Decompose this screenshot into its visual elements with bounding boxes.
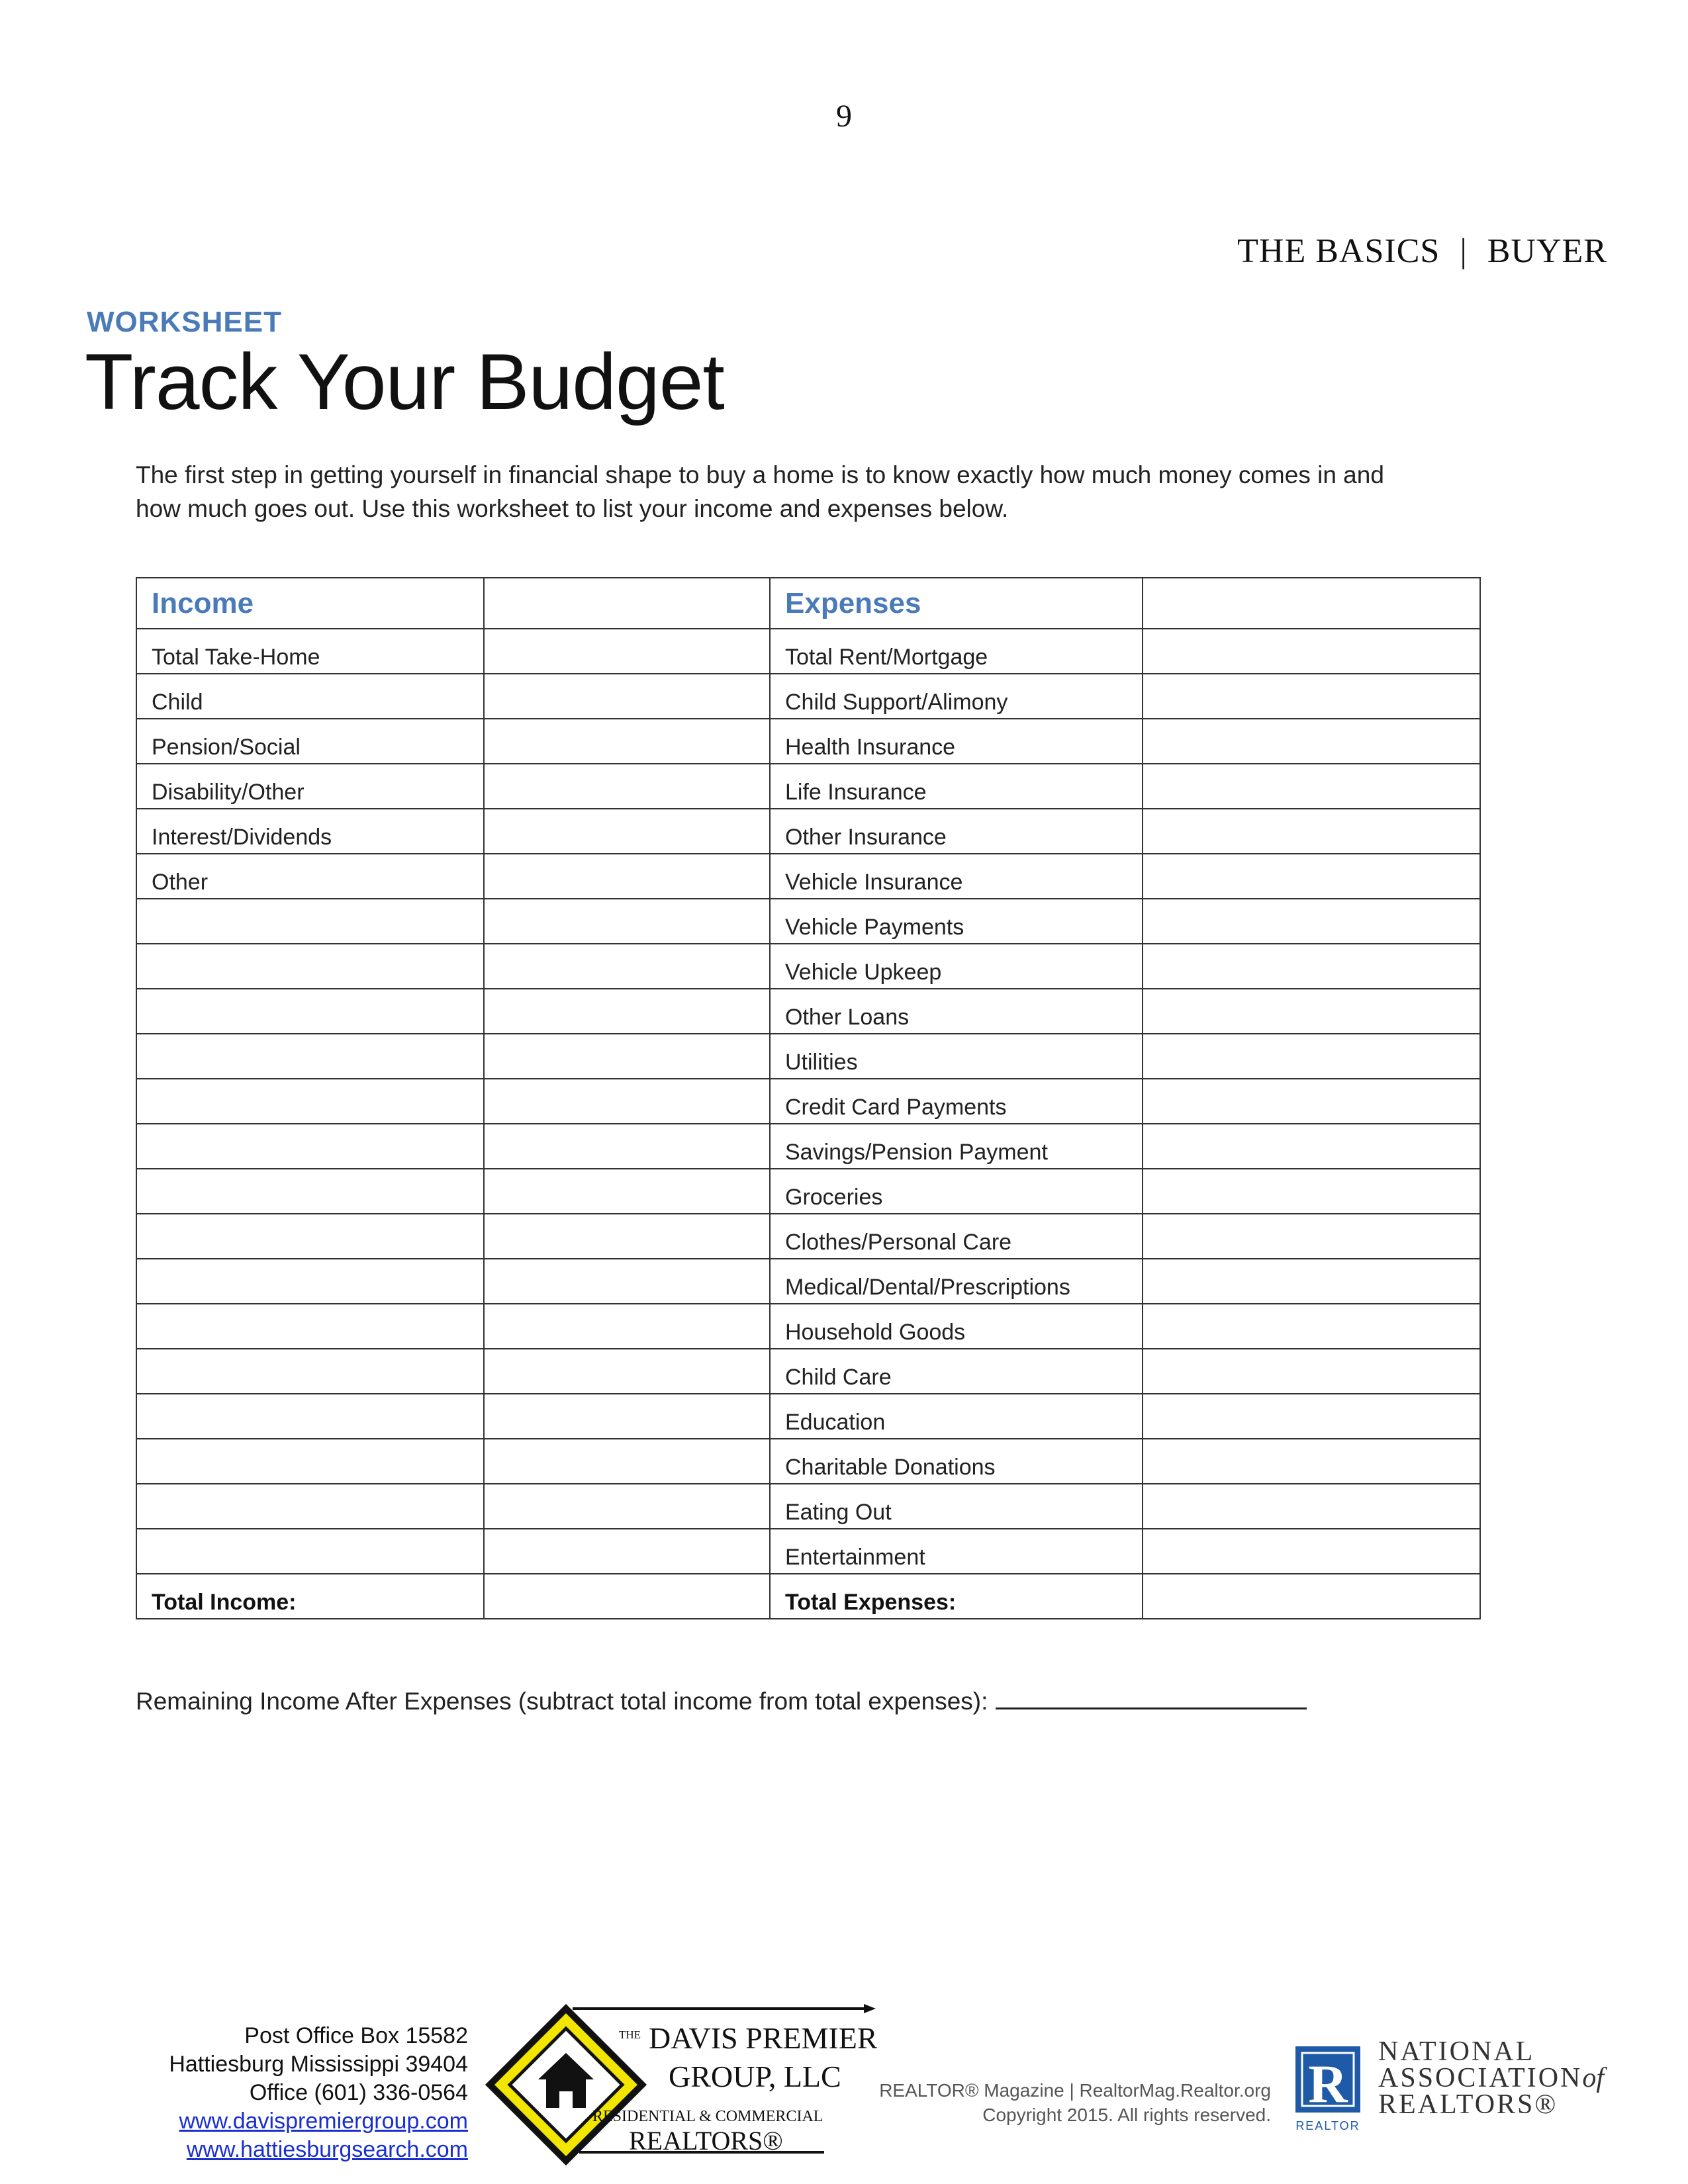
expense-amount-cell[interactable]	[1143, 1259, 1480, 1304]
logo-realtors: REALTORS®	[629, 2126, 783, 2156]
income-amount-cell[interactable]	[484, 899, 770, 944]
credit-line: REALTOR® Magazine | RealtorMag.Realtor.org	[879, 2080, 1271, 2101]
logo-the: THE	[619, 2028, 641, 2041]
expense-label-cell: Child Support/Alimony	[770, 674, 1143, 719]
income-label-cell[interactable]	[136, 1214, 484, 1259]
expense-amount-cell[interactable]	[1143, 674, 1480, 719]
income-amount-cell[interactable]	[484, 1439, 770, 1484]
table-row	[136, 1484, 1480, 1529]
table-row	[136, 629, 1480, 674]
section-label: THE BASICS	[1237, 232, 1440, 270]
expense-label-cell: Credit Card Payments	[770, 1079, 1143, 1124]
income-label-cell[interactable]	[136, 1484, 484, 1529]
table-row	[136, 764, 1480, 809]
income-amount-cell[interactable]	[484, 1079, 770, 1124]
expense-label-cell: Total Rent/Mortgage	[770, 629, 1143, 674]
expense-label-cell: Utilities	[770, 1034, 1143, 1079]
audience-label: BUYER	[1487, 232, 1607, 270]
intro-line: how much goes out. Use this worksheet to list your income and expenses below.	[136, 495, 1009, 522]
expense-label-cell: Charitable Donations	[770, 1439, 1143, 1484]
income-amount-cell[interactable]	[484, 1394, 770, 1439]
income-amount-cell[interactable]	[484, 1034, 770, 1079]
nar-mark-caption: REALTOR	[1295, 2119, 1360, 2132]
page-title: Track Your Budget	[85, 338, 724, 426]
income-amount-cell[interactable]	[484, 854, 770, 899]
expense-amount-cell[interactable]	[1143, 1349, 1480, 1394]
table-row	[136, 1304, 1480, 1349]
income-amount-cell[interactable]	[484, 764, 770, 809]
expense-label-cell: Household Goods	[770, 1304, 1143, 1349]
logo-name-line2: GROUP, LLC	[669, 2060, 841, 2093]
expense-amount-cell[interactable]	[1143, 1124, 1480, 1169]
income-label-cell[interactable]	[136, 1304, 484, 1349]
expense-label-cell: Vehicle Payments	[770, 899, 1143, 944]
income-label-cell: Interest/Dividends	[136, 809, 484, 854]
realtor-r-logo	[1294, 2045, 1362, 2134]
income-label-cell[interactable]	[136, 989, 484, 1034]
table-row	[136, 1124, 1480, 1169]
table-row	[136, 1034, 1480, 1079]
table-row	[136, 1079, 1480, 1124]
remaining-income-blank[interactable]	[996, 1688, 1307, 1709]
nar-line: NATIONAL	[1378, 2036, 1535, 2067]
expense-amount-cell[interactable]	[1143, 764, 1480, 809]
income-amount-cell[interactable]	[484, 944, 770, 989]
table-row	[136, 989, 1480, 1034]
income-amount-cell[interactable]	[484, 629, 770, 674]
page-number: 9	[836, 99, 852, 134]
income-amount-cell[interactable]	[484, 1304, 770, 1349]
income-label-cell: Disability/Other	[136, 764, 484, 809]
income-amount-cell[interactable]	[484, 1349, 770, 1394]
expense-label-cell: Entertainment	[770, 1529, 1143, 1574]
logo-name-line1: DAVIS PREMIER	[649, 2021, 877, 2055]
nar-r-letter: R	[1308, 2054, 1348, 2114]
table-row	[136, 1529, 1480, 1574]
website-link[interactable]: www.hattiesburgsearch.com	[186, 2137, 468, 2162]
table-row	[136, 899, 1480, 944]
income-label-cell[interactable]	[136, 1169, 484, 1214]
office-phone: Office (601) 336-0564	[249, 2080, 468, 2105]
income-label-cell[interactable]	[136, 1529, 484, 1574]
income-header: Income	[136, 578, 484, 629]
expense-amount-cell[interactable]	[1143, 1034, 1480, 1079]
budget-table	[136, 577, 1481, 1619]
table-row	[136, 944, 1480, 989]
expense-amount-cell[interactable]	[1143, 1169, 1480, 1214]
income-label-cell[interactable]	[136, 1124, 484, 1169]
expense-label-cell: Groceries	[770, 1169, 1143, 1214]
income-label-cell[interactable]	[136, 1394, 484, 1439]
income-amount-cell[interactable]	[484, 1529, 770, 1574]
credit-line: Copyright 2015. All rights reserved.	[982, 2105, 1271, 2125]
table-row	[136, 1214, 1480, 1259]
expense-label-cell: Vehicle Insurance	[770, 854, 1143, 899]
expense-label-cell: Health Insurance	[770, 719, 1143, 764]
davis-premier-logo	[480, 1999, 877, 2177]
total-expenses-label: Total Expenses:	[770, 1574, 1143, 1619]
table-row	[136, 1259, 1480, 1304]
remaining-income-label: Remaining Income After Expenses (subtract total income from total expenses):	[136, 1688, 988, 1715]
expense-label-cell: Life Insurance	[770, 764, 1143, 809]
expense-label-cell: Eating Out	[770, 1484, 1143, 1529]
income-label-cell: Other	[136, 854, 484, 899]
income-label-cell: Pension/Social	[136, 719, 484, 764]
nar-wordmark	[1378, 2038, 1604, 2118]
expense-label-cell: Vehicle Upkeep	[770, 944, 1143, 989]
expense-amount-cell[interactable]	[1143, 1079, 1480, 1124]
total-income-amount[interactable]	[484, 1574, 770, 1619]
income-amount-cell[interactable]	[484, 1169, 770, 1214]
expense-amount-header-cell[interactable]	[1143, 578, 1480, 629]
income-label-cell[interactable]	[136, 1259, 484, 1304]
table-header-row	[136, 578, 1480, 629]
expense-amount-cell[interactable]	[1143, 854, 1480, 899]
expense-label-cell: Other Insurance	[770, 809, 1143, 854]
remaining-income-line	[136, 1688, 1307, 1715]
section-header	[1237, 232, 1607, 271]
table-row	[136, 809, 1480, 854]
income-label-cell[interactable]	[136, 1439, 484, 1484]
income-amount-cell[interactable]	[484, 989, 770, 1034]
table-row	[136, 719, 1480, 764]
income-label-cell[interactable]	[136, 899, 484, 944]
address-line: Hattiesburg Mississippi 39404	[169, 2052, 468, 2077]
expense-amount-cell[interactable]	[1143, 809, 1480, 854]
income-amount-cell[interactable]	[484, 809, 770, 854]
income-label-cell: Total Take-Home	[136, 629, 484, 674]
header-separator: |	[1460, 232, 1468, 270]
nar-line: REALTORS®	[1378, 2089, 1558, 2120]
logo-tagline: RESIDENTIAL & COMMERCIAL	[592, 2108, 823, 2125]
income-amount-cell[interactable]	[484, 1259, 770, 1304]
expense-amount-cell[interactable]	[1143, 719, 1480, 764]
total-expenses-amount[interactable]	[1143, 1574, 1480, 1619]
expense-amount-cell[interactable]	[1143, 629, 1480, 674]
expense-amount-cell[interactable]	[1143, 899, 1480, 944]
expense-amount-cell[interactable]	[1143, 1214, 1480, 1259]
total-income-label: Total Income:	[136, 1574, 484, 1619]
table-row	[136, 1394, 1480, 1439]
expense-amount-cell[interactable]	[1143, 944, 1480, 989]
realtor-credit	[874, 2078, 1271, 2127]
income-amount-cell[interactable]	[484, 674, 770, 719]
expense-amount-cell[interactable]	[1143, 989, 1480, 1034]
expense-label-cell: Child Care	[770, 1349, 1143, 1394]
expense-amount-cell[interactable]	[1143, 1439, 1480, 1484]
address-line: Post Office Box 15582	[244, 2023, 468, 2048]
table-row	[136, 854, 1480, 899]
table-row	[136, 1439, 1480, 1484]
website-link[interactable]: www.davispremiergroup.com	[179, 2109, 468, 2134]
totals-row	[136, 1574, 1480, 1619]
expense-label-cell: Education	[770, 1394, 1143, 1439]
expense-amount-cell[interactable]	[1143, 1394, 1480, 1439]
income-amount-header-cell[interactable]	[484, 578, 770, 629]
income-amount-cell[interactable]	[484, 1124, 770, 1169]
expense-label-cell: Other Loans	[770, 989, 1143, 1034]
worksheet-kicker: WORKSHEET	[87, 306, 282, 338]
nar-line: ASSOCIATIONof	[1378, 2063, 1605, 2093]
expense-label-cell: Savings/Pension Payment	[770, 1124, 1143, 1169]
expense-label-cell: Clothes/Personal Care	[770, 1214, 1143, 1259]
expense-amount-cell[interactable]	[1143, 1529, 1480, 1574]
intro-line: The first step in getting yourself in financial shape to buy a home is to know exactly how much money comes in and	[136, 461, 1384, 488]
expense-label-cell: Medical/Dental/Prescriptions	[770, 1259, 1143, 1304]
table-row	[136, 674, 1480, 719]
table-row	[136, 1169, 1480, 1214]
intro-paragraph	[136, 458, 1513, 525]
income-amount-cell[interactable]	[484, 719, 770, 764]
income-label-cell: Child	[136, 674, 484, 719]
income-amount-cell[interactable]	[484, 1484, 770, 1529]
income-label-cell[interactable]	[136, 1349, 484, 1394]
income-label-cell[interactable]	[136, 1034, 484, 1079]
contact-block	[169, 2022, 468, 2164]
income-label-cell[interactable]	[136, 944, 484, 989]
income-label-cell[interactable]	[136, 1079, 484, 1124]
expenses-header: Expenses	[770, 578, 1143, 629]
table-row	[136, 1349, 1480, 1394]
expense-amount-cell[interactable]	[1143, 1304, 1480, 1349]
income-amount-cell[interactable]	[484, 1214, 770, 1259]
expense-amount-cell[interactable]	[1143, 1484, 1480, 1529]
